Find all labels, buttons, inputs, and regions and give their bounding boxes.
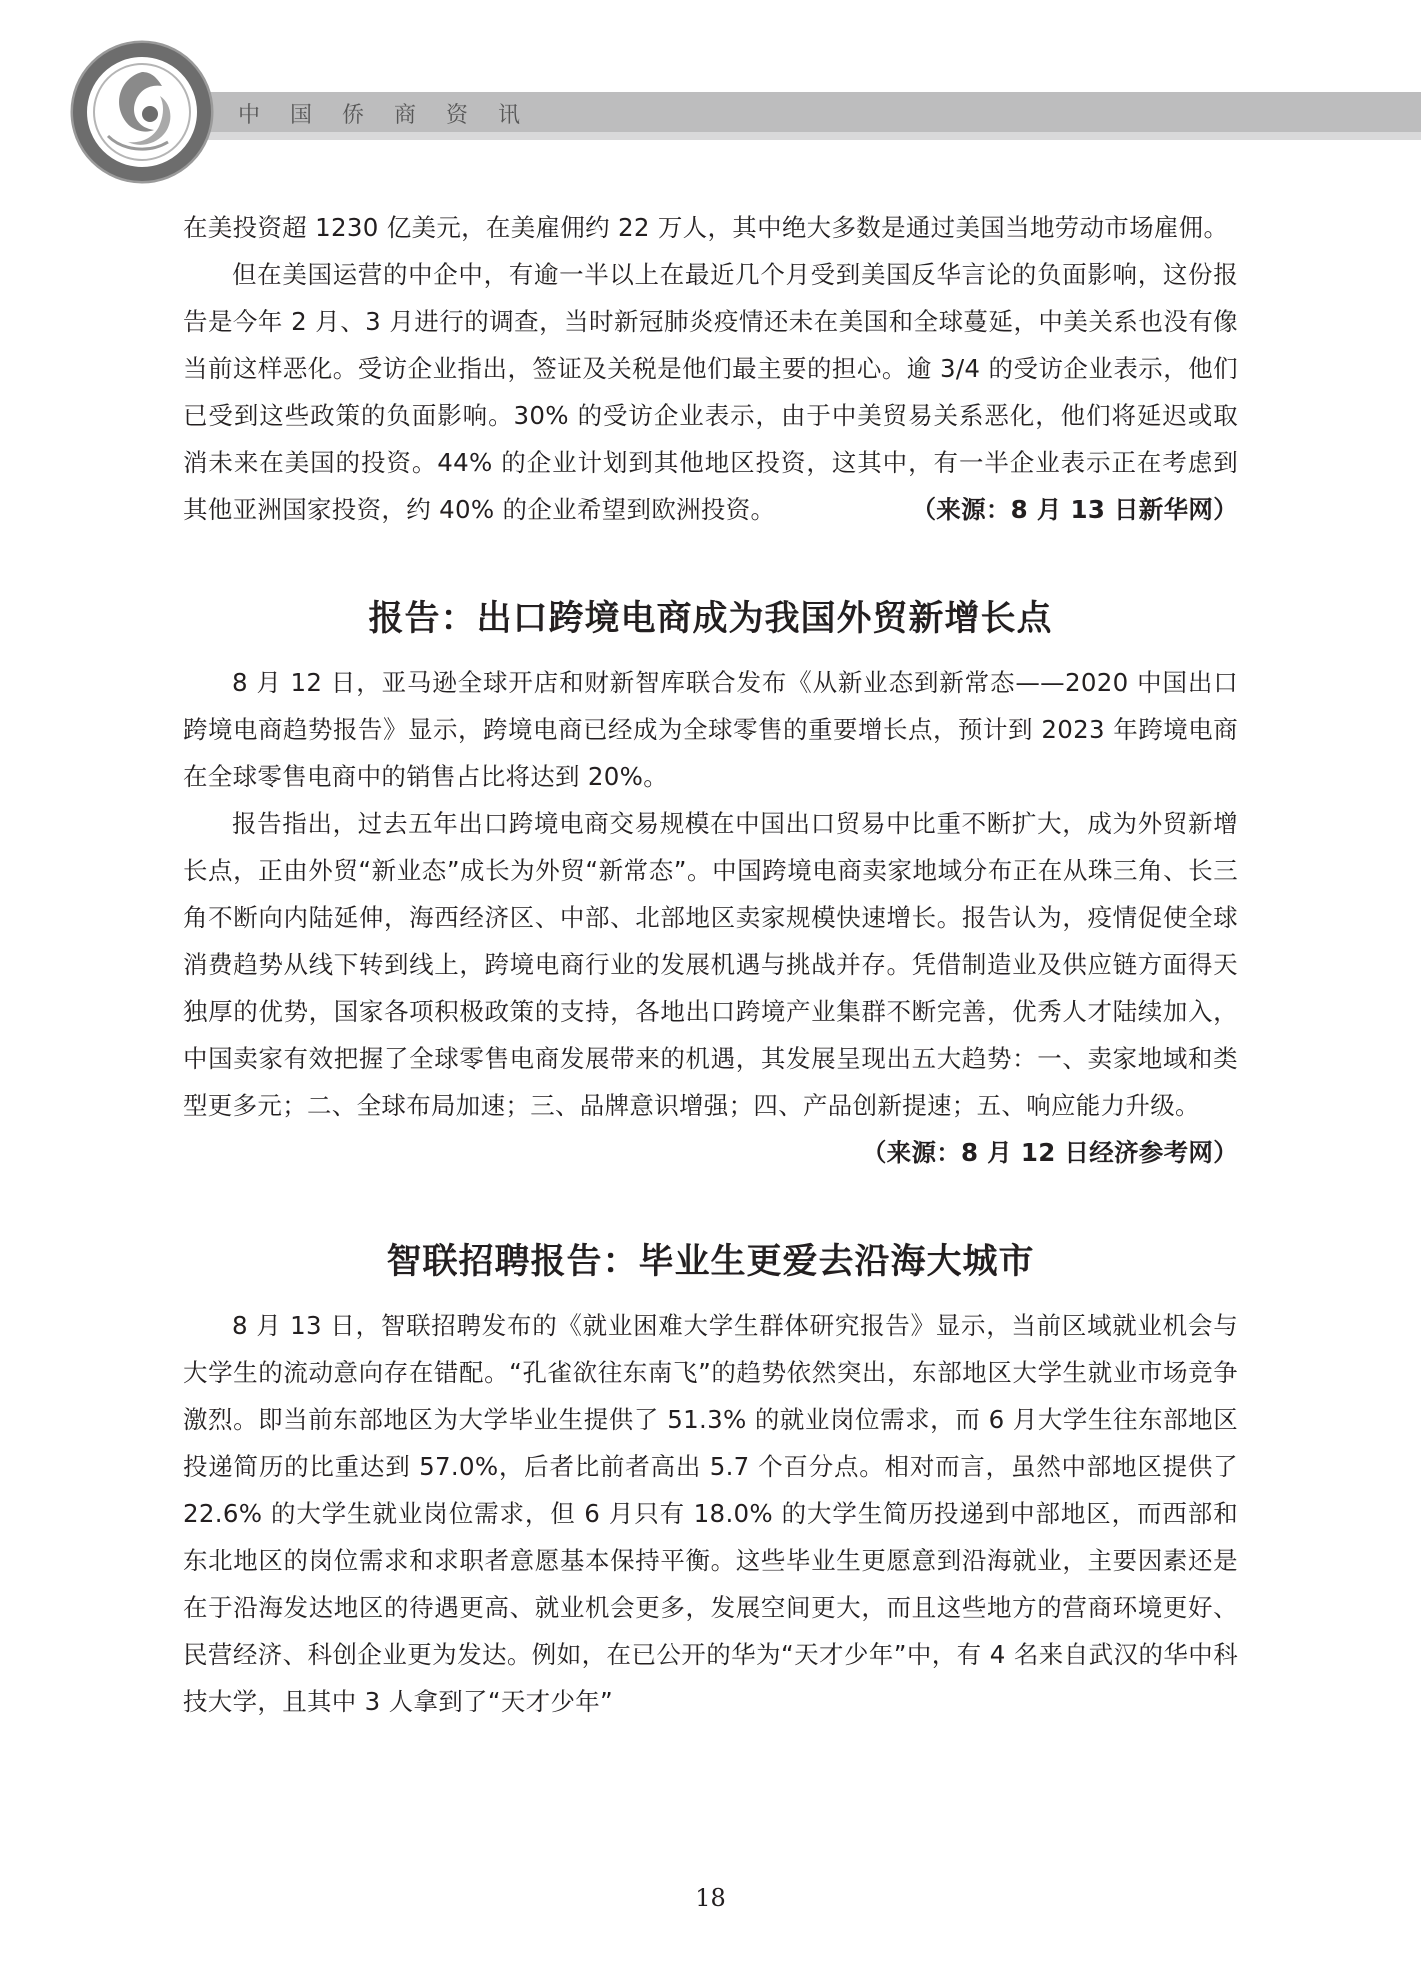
header-band-shadow	[170, 132, 1421, 140]
paragraph	[183, 251, 1238, 533]
paragraph	[183, 1302, 1238, 1725]
federation-logo-icon	[68, 38, 216, 186]
header-title: 中国侨商资讯	[238, 103, 551, 128]
paragraph-text: 8 月 12 日，亚马逊全球开店和财新智库联合发布《从新业态到新常态——2020 中国出口跨境电商趋势报告》显示，跨境电商已经成为全球零售的重要增长点，预计到 2023 年跨境电商在全球零售电商中的销售占比将达到 20%。	[183, 668, 1238, 791]
article-section-graduate-employment	[183, 1234, 1238, 1725]
section-title: 智联招聘报告：毕业生更爱去沿海大城市	[386, 1242, 1035, 1282]
paragraph-text: 在美投资超 1230 亿美元，在美雇佣约 22 万人，其中绝大多数是通过美国当地劳动市场雇佣。	[183, 213, 1229, 242]
page-number: 18	[695, 1884, 726, 1912]
paragraph-text: 8 月 13 日，智联招聘发布的《就业困难大学生群体研究报告》显示，当前区域就业机会与大学生的流动意向存在错配。“孔雀欲往东南飞”的趋势依然突出，东部地区大学生就业市场竞争激烈。即当前东部地区为大学毕业生提供了 51.3% 的就业岗位需求，而 6 月大学生往东部地区投递简历的比重达到 57.0%，后者比前者高出 5.7 个百分点。相对而言，虽然中部地区提供了 22.6% 的大学生就业岗位需求，但 6 月只有 18.0% 的大学生简历投递到中部地区，而西部和东北地区的岗位需求和求职者意愿基本保持平衡。这些毕业生更愿意到沿海就业，主要因素还是在于沿海发达地区的待遇更高、就业机会更多，发展空间更大，而且这些地方的营商环境更好、民营经济、科创企业更为发达。例如，在已公开的华为“天才少年”中，有 4 名来自武汉的华中科技大学，且其中 3 人拿到了“天才少年”	[183, 1311, 1238, 1716]
article-section-cross-border-ecommerce	[183, 591, 1238, 1176]
paragraph-text: 但在美国运营的中企中，有逾一半以上在最近几个月受到美国反华言论的负面影响，这份报告是今年 2 月、3 月进行的调查，当时新冠肺炎疫情还未在美国和全球蔓延，中美关系也没有像当前这样恶化。受访企业指出，签证及关税是他们最主要的担心。逾 3/4 的受访企业表示，他们已受到这些政策的负面影响。30% 的受访企业表示，由于中美贸易关系恶化，他们将延迟或取消未来在美国的投资。44% 的企业计划到其他地区投资，这其中，有一半企业表示正在考虑到其他亚洲国家投资，约 40% 的企业希望到欧洲投资。	[183, 260, 1238, 524]
source-citation: （来源：8 月 12 日经济参考网）	[861, 1138, 1238, 1167]
paragraph	[183, 204, 1238, 251]
source-citation: （来源：8 月 13 日新华网）	[911, 495, 1238, 524]
article-section-continuation	[183, 204, 1238, 533]
section-title: 报告：出口跨境电商成为我国外贸新增长点	[368, 599, 1053, 639]
paragraph	[183, 659, 1238, 800]
paragraph-text: 报告指出，过去五年出口跨境电商交易规模在中国出口贸易中比重不断扩大，成为外贸新增长点，正由外贸“新业态”成长为外贸“新常态”。中国跨境电商卖家地域分布正在从珠三角、长三角不断向内陆延伸，海西经济区、中部、北部地区卖家规模快速增长。报告认为，疫情促使全球消费趋势从线下转到线上，跨境电商行业的发展机遇与挑战并存。凭借制造业及供应链方面得天独厚的优势，国家各项积极政策的支持，各地出口跨境产业集群不断完善，优秀人才陆续加入，中国卖家有效把握了全球零售电商发展带来的机遇，其发展呈现出五大趋势：一、卖家地域和类型更多元；二、全球布局加速；三、品牌意识增强；四、产品创新提速；五、响应能力升级。	[183, 809, 1238, 1120]
article-body	[183, 200, 1238, 1725]
paragraph	[183, 800, 1238, 1176]
